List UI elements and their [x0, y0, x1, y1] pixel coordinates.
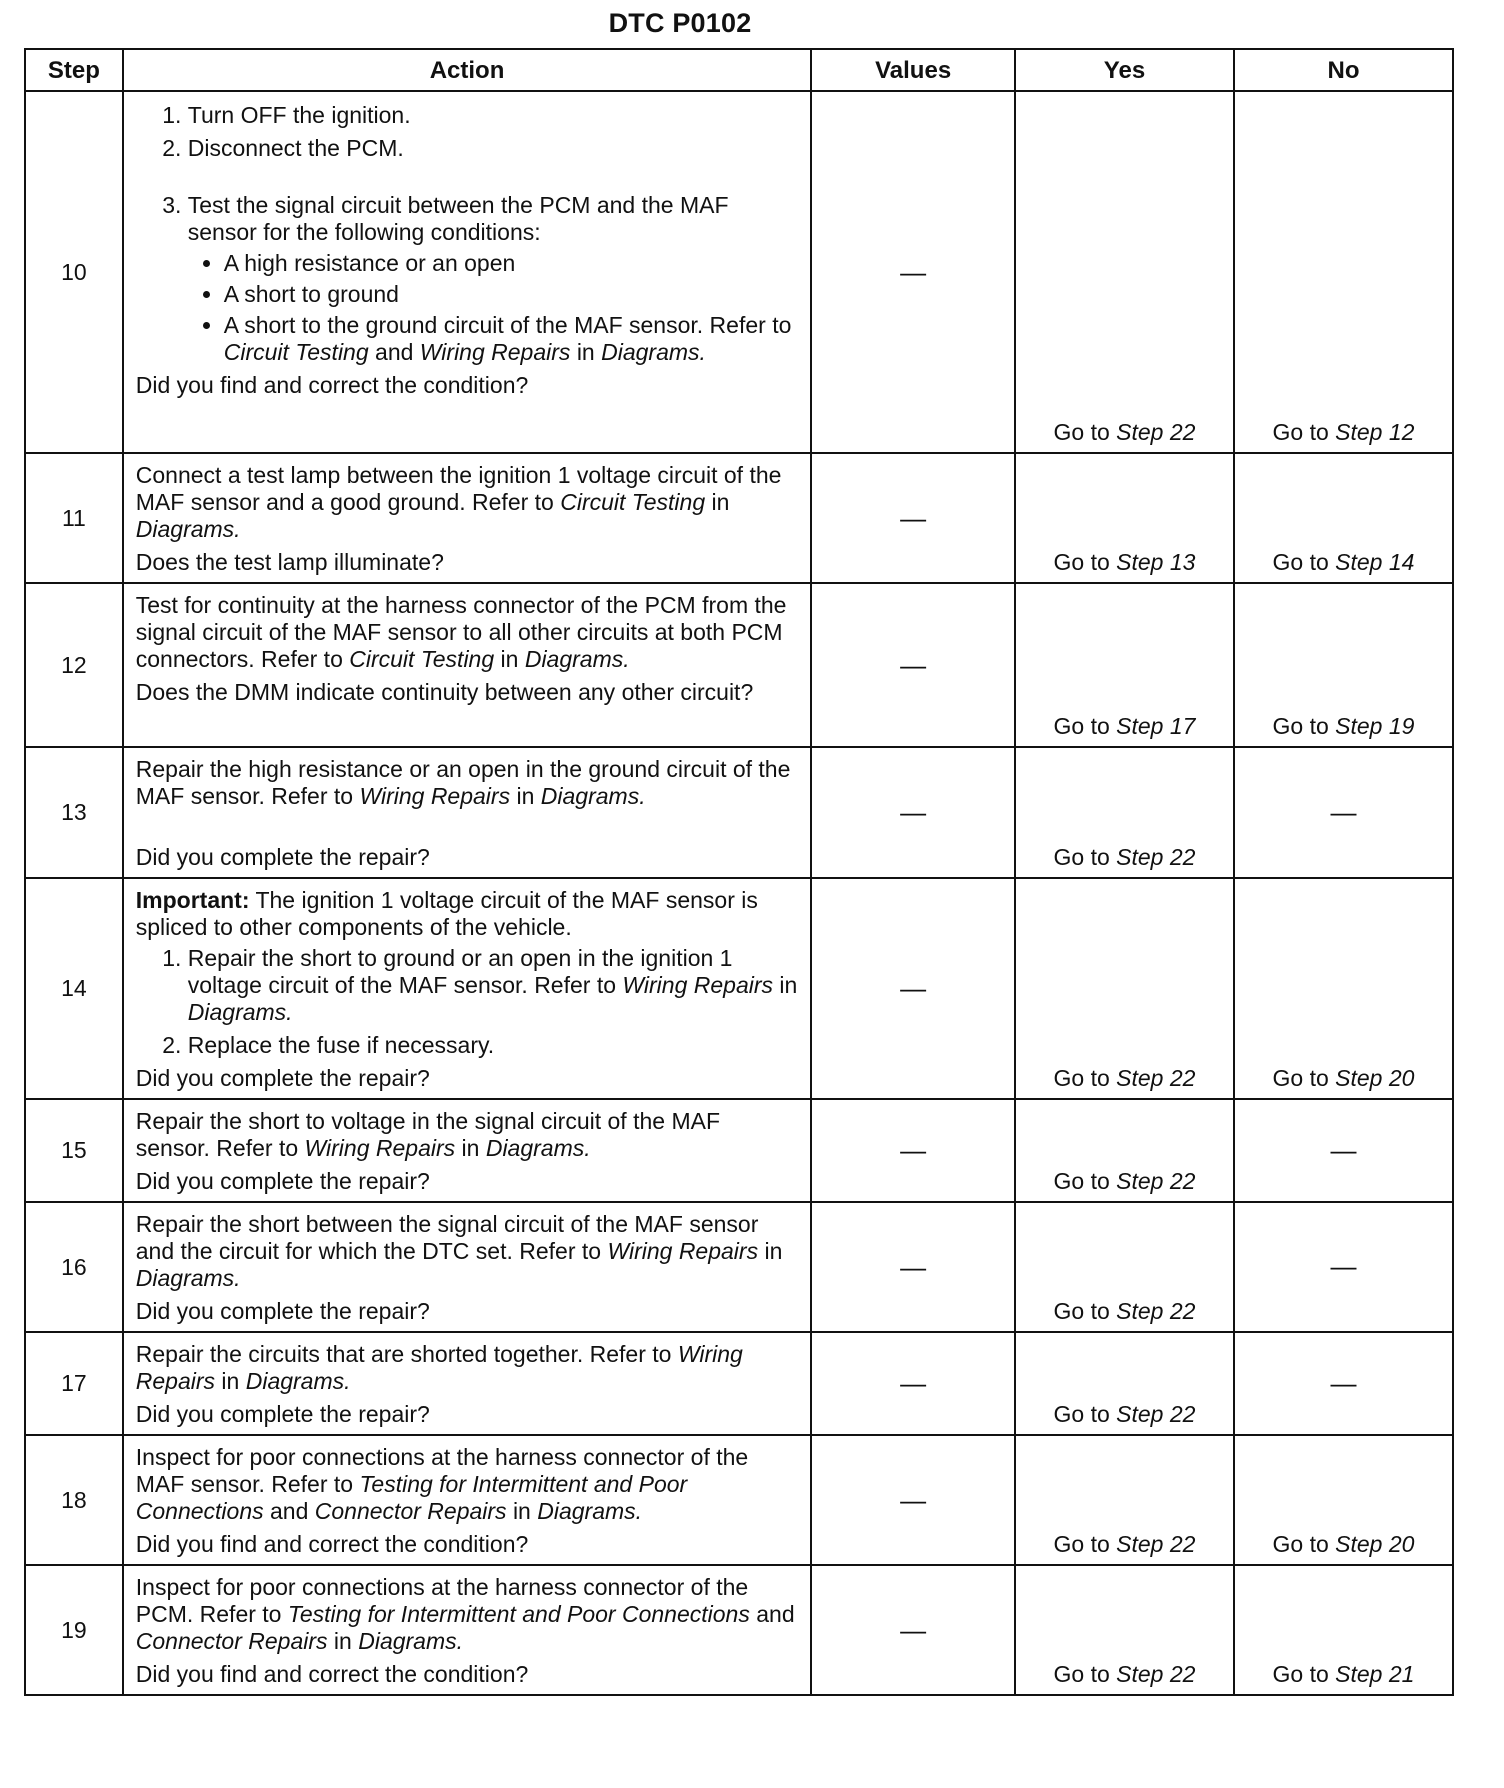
step-ref-link[interactable] [1116, 713, 1195, 739]
text: Inspect for poor connections at the harness connector of the MAF sensor. Refer to [135, 1444, 749, 1497]
action-question: Did you find and correct the condition? [135, 1531, 529, 1557]
step-ref-number: 19 [1388, 713, 1415, 739]
step-word: Step [1116, 1661, 1164, 1687]
action-question: Does the DMM indicate continuity between any other circuit? [135, 679, 754, 705]
text: Repair the short to ground or an open in the ignition 1 voltage circuit of the MAF sensor. Refer to [187, 945, 733, 998]
table-row [25, 747, 1453, 878]
dash: — [1330, 1134, 1357, 1165]
values-cell: — [811, 747, 1015, 878]
header-values: Values [811, 49, 1015, 91]
no-cell [1234, 1565, 1453, 1695]
step-ref-link[interactable] [1116, 1298, 1195, 1324]
text: in [221, 1368, 240, 1394]
step-ref-link[interactable] [1116, 844, 1195, 870]
reference: Diagrams. [540, 783, 646, 809]
step-ref-number: 22 [1169, 1661, 1196, 1687]
text: and [375, 339, 414, 365]
action-step: 2. Replace the fuse if necessary. [188, 1032, 801, 1059]
dash: — [1330, 1251, 1357, 1281]
step-ref-link[interactable] [1335, 1661, 1414, 1687]
values-cell: — [811, 1435, 1015, 1565]
action-question: Does the test lamp illuminate? [135, 549, 444, 575]
table-row [25, 1332, 1453, 1435]
action-cell [123, 747, 812, 878]
action-cell [123, 1435, 812, 1565]
action-text [136, 462, 801, 543]
action-question: Did you complete the repair? [135, 844, 430, 870]
action-step-text: Test the signal circuit between the PCM and the MAF sensor for the following conditions: [187, 192, 729, 245]
step-ref-link[interactable] [1335, 1531, 1414, 1557]
important-note [136, 887, 801, 941]
yes-cell [1015, 1565, 1234, 1695]
step-number: 13 [25, 747, 123, 878]
step-ref-number: 22 [1169, 1168, 1196, 1194]
step-ref-number: 12 [1388, 419, 1415, 445]
action-question: Did you complete the repair? [135, 1168, 430, 1194]
reference: Wiring Repairs [304, 1135, 456, 1161]
step-word: Step [1335, 1661, 1383, 1687]
text: The ignition 1 voltage circuit of the MAF sensor is spliced to other components of the vehicle. [135, 887, 758, 940]
goto-text: Go to [1053, 1531, 1110, 1557]
step-ref-number: 22 [1169, 1401, 1196, 1427]
text: in [512, 1498, 531, 1524]
step-word: Step [1116, 713, 1164, 739]
table-row [25, 453, 1453, 583]
step-ref-link[interactable] [1335, 419, 1414, 445]
reference: Wiring Repairs [359, 783, 511, 809]
action-question: Did you find and correct the condition? [135, 372, 529, 398]
step-word: Step [1116, 1531, 1164, 1557]
no-cell [1234, 747, 1453, 878]
step-ref-number: 22 [1169, 1065, 1196, 1091]
action-step [188, 192, 801, 366]
step-number: 18 [25, 1435, 123, 1565]
action-cell [123, 1332, 812, 1435]
yes-cell [1015, 1435, 1234, 1565]
no-cell [1234, 583, 1453, 747]
dash: — [1330, 1367, 1357, 1398]
table-row [25, 878, 1453, 1099]
values-cell: — [811, 1565, 1015, 1695]
step-ref-number: 22 [1169, 1298, 1196, 1324]
step-word: Step [1116, 1298, 1164, 1324]
text: Repair the short to voltage in the signal circuit of the MAF sensor. Refer to [135, 1108, 720, 1161]
condition-item: • A short to ground [224, 281, 801, 308]
reference: Diagrams. [245, 1368, 351, 1394]
table-row [25, 91, 1453, 453]
step-word: Step [1335, 1065, 1383, 1091]
no-cell [1234, 878, 1453, 1099]
step-ref-number: 22 [1169, 844, 1196, 870]
yes-cell [1015, 91, 1234, 453]
action-text [136, 1341, 801, 1395]
step-ref-link[interactable] [1116, 1168, 1195, 1194]
goto-text: Go to [1272, 549, 1329, 575]
header-action: Action [123, 49, 812, 91]
goto-text: Go to [1053, 419, 1110, 445]
yes-cell [1015, 747, 1234, 878]
reference: Wiring Repairs [607, 1238, 759, 1264]
table-row [25, 1435, 1453, 1565]
step-number: 16 [25, 1202, 123, 1332]
step-number: 19 [25, 1565, 123, 1695]
goto-text: Go to [1053, 844, 1110, 870]
important-label: Important: [135, 887, 250, 913]
yes-cell [1015, 1202, 1234, 1332]
action-text [136, 1108, 801, 1162]
step-word: Step [1335, 549, 1383, 575]
action-text [136, 1211, 801, 1292]
text: Inspect for poor connections at the harness connector of the PCM. Refer to [135, 1574, 749, 1627]
yes-cell [1015, 583, 1234, 747]
reference: Connector Repairs [314, 1498, 507, 1524]
step-number: 15 [25, 1099, 123, 1202]
yes-cell [1015, 1332, 1234, 1435]
text: Connect a test lamp between the ignition 1 voltage circuit of the MAF sensor and a good ground. Refer to [135, 462, 782, 515]
yes-cell [1015, 453, 1234, 583]
step-ref-number: 20 [1388, 1065, 1415, 1091]
action-cell [123, 583, 812, 747]
table-row [25, 1099, 1453, 1202]
no-cell [1234, 1099, 1453, 1202]
goto-text: Go to [1272, 1531, 1329, 1557]
action-cell [123, 91, 812, 453]
step-ref-number: 13 [1169, 549, 1196, 575]
text: in [461, 1135, 480, 1161]
condition-list [188, 250, 801, 366]
text: in [333, 1628, 352, 1654]
dash: — [1330, 796, 1357, 827]
step-word: Step [1335, 713, 1383, 739]
step-word: Step [1335, 419, 1383, 445]
goto-text: Go to [1053, 1298, 1110, 1324]
text: in [576, 339, 595, 365]
goto-text: Go to [1272, 1661, 1329, 1687]
reference: Diagrams. [135, 1265, 241, 1291]
action-question: Did you find and correct the condition? [135, 1661, 529, 1687]
step-word: Step [1335, 1531, 1383, 1557]
reference: Diagrams. [537, 1498, 643, 1524]
text: in [516, 783, 535, 809]
step-number: 12 [25, 583, 123, 747]
step-number: 14 [25, 878, 123, 1099]
goto-text: Go to [1272, 713, 1329, 739]
action-cell [123, 1202, 812, 1332]
text: and [270, 1498, 309, 1524]
action-cell [123, 453, 812, 583]
values-cell: — [811, 1202, 1015, 1332]
table-row [25, 583, 1453, 747]
reference: Diagrams. [187, 999, 293, 1025]
goto-text: Go to [1053, 1401, 1110, 1427]
reference: Diagrams. [135, 516, 241, 542]
reference: Wiring Repairs [135, 1341, 743, 1394]
reference: Circuit Testing [560, 489, 706, 515]
step-number: 11 [25, 453, 123, 583]
values-cell: — [811, 453, 1015, 583]
no-cell [1234, 1435, 1453, 1565]
reference: Connector Repairs [135, 1628, 328, 1654]
header-yes: Yes [1015, 49, 1234, 91]
action-question: Did you complete the repair? [135, 1401, 430, 1427]
step-word: Step [1116, 1065, 1164, 1091]
text: Repair the high resistance or an open in the ground circuit of the MAF sensor. Refer to [135, 756, 791, 809]
action-cell [123, 1565, 812, 1695]
reference: Circuit Testing [349, 646, 495, 672]
action-question: Did you complete the repair? [135, 1065, 430, 1091]
step-number: 17 [25, 1332, 123, 1435]
action-step [188, 945, 801, 1026]
reference: Circuit Testing [223, 339, 369, 365]
step-ref-link[interactable] [1335, 713, 1414, 739]
values-cell: — [811, 583, 1015, 747]
text: Repair the short between the signal circuit of the MAF sensor and the circuit for which the DTC set. Refer to [135, 1211, 759, 1264]
goto-text: Go to [1053, 1168, 1110, 1194]
reference: Wiring Repairs [419, 339, 571, 365]
action-text [136, 1444, 801, 1525]
header-no: No [1234, 49, 1453, 91]
text: and [756, 1601, 795, 1627]
step-ref-link[interactable] [1116, 1661, 1195, 1687]
reference: Diagrams. [601, 339, 706, 365]
condition-item [224, 312, 801, 366]
step-number: 10 [25, 91, 123, 453]
reference: Testing for Intermittent and Poor Connections [287, 1601, 750, 1627]
action-steps [136, 102, 801, 366]
step-ref-number: 22 [1169, 1531, 1196, 1557]
text: in [711, 489, 730, 515]
step-ref-link[interactable] [1116, 549, 1195, 575]
text: Repair the circuits that are shorted together. Refer to [135, 1341, 672, 1367]
no-cell [1234, 453, 1453, 583]
step-word: Step [1116, 1168, 1164, 1194]
step-ref-number: 22 [1169, 419, 1196, 445]
action-text [136, 1574, 801, 1655]
step-ref-number: 21 [1388, 1661, 1415, 1687]
action-cell [123, 878, 812, 1099]
condition-item: • A high resistance or an open [224, 250, 801, 277]
step-ref-link[interactable] [1116, 1065, 1195, 1091]
step-ref-link[interactable] [1335, 549, 1414, 575]
text: in [764, 1238, 783, 1264]
goto-text: Go to [1053, 549, 1110, 575]
yes-cell [1015, 878, 1234, 1099]
action-cell [123, 1099, 812, 1202]
action-step: 1. Turn OFF the ignition. [188, 102, 801, 129]
action-text [136, 592, 801, 673]
step-word: Step [1116, 419, 1164, 445]
no-cell [1234, 91, 1453, 453]
no-cell [1234, 1202, 1453, 1332]
goto-text: Go to [1053, 713, 1110, 739]
no-cell [1234, 1332, 1453, 1435]
goto-text: Go to [1272, 419, 1329, 445]
action-steps [136, 945, 801, 1059]
goto-text: Go to [1053, 1661, 1110, 1687]
text: A short to the ground circuit of the MAF sensor. Refer to [223, 312, 792, 338]
text: in [500, 646, 519, 672]
step-word: Step [1116, 549, 1164, 575]
reference: Diagrams. [524, 646, 630, 672]
action-question: Did you complete the repair? [135, 1298, 430, 1324]
yes-cell [1015, 1099, 1234, 1202]
step-word: Step [1116, 1401, 1164, 1427]
step-ref-number: 20 [1388, 1531, 1415, 1557]
step-ref-link[interactable] [1116, 1531, 1195, 1557]
values-cell: — [811, 878, 1015, 1099]
goto-text: Go to [1272, 1065, 1329, 1091]
header-row [25, 49, 1453, 91]
action-text [136, 756, 801, 810]
dtc-table [24, 48, 1454, 1696]
values-cell: — [811, 91, 1015, 453]
goto-text: Go to [1053, 1065, 1110, 1091]
step-ref-link[interactable] [1116, 419, 1195, 445]
text: Test for continuity at the harness connector of the PCM from the signal circuit of the MAF sensor to all other circuits at both PCM connectors. Refer to [135, 592, 787, 672]
reference: Testing for Intermittent and Poor Connections [135, 1471, 688, 1524]
step-ref-link[interactable] [1116, 1401, 1195, 1427]
reference: Diagrams. [485, 1135, 591, 1161]
step-word: Step [1116, 844, 1164, 870]
table-row [25, 1202, 1453, 1332]
reference: Diagrams. [358, 1628, 464, 1654]
text: in [779, 972, 798, 998]
action-step: 2. Disconnect the PCM. [188, 135, 801, 162]
table-row [25, 1565, 1453, 1695]
values-cell: — [811, 1099, 1015, 1202]
page-title: DTC P0102 [608, 8, 752, 38]
step-ref-number: 14 [1388, 549, 1415, 575]
values-cell: — [811, 1332, 1015, 1435]
step-ref-link[interactable] [1335, 1065, 1414, 1091]
reference: Wiring Repairs [622, 972, 774, 998]
step-ref-number: 17 [1169, 713, 1196, 739]
header-step: Step [25, 49, 123, 91]
